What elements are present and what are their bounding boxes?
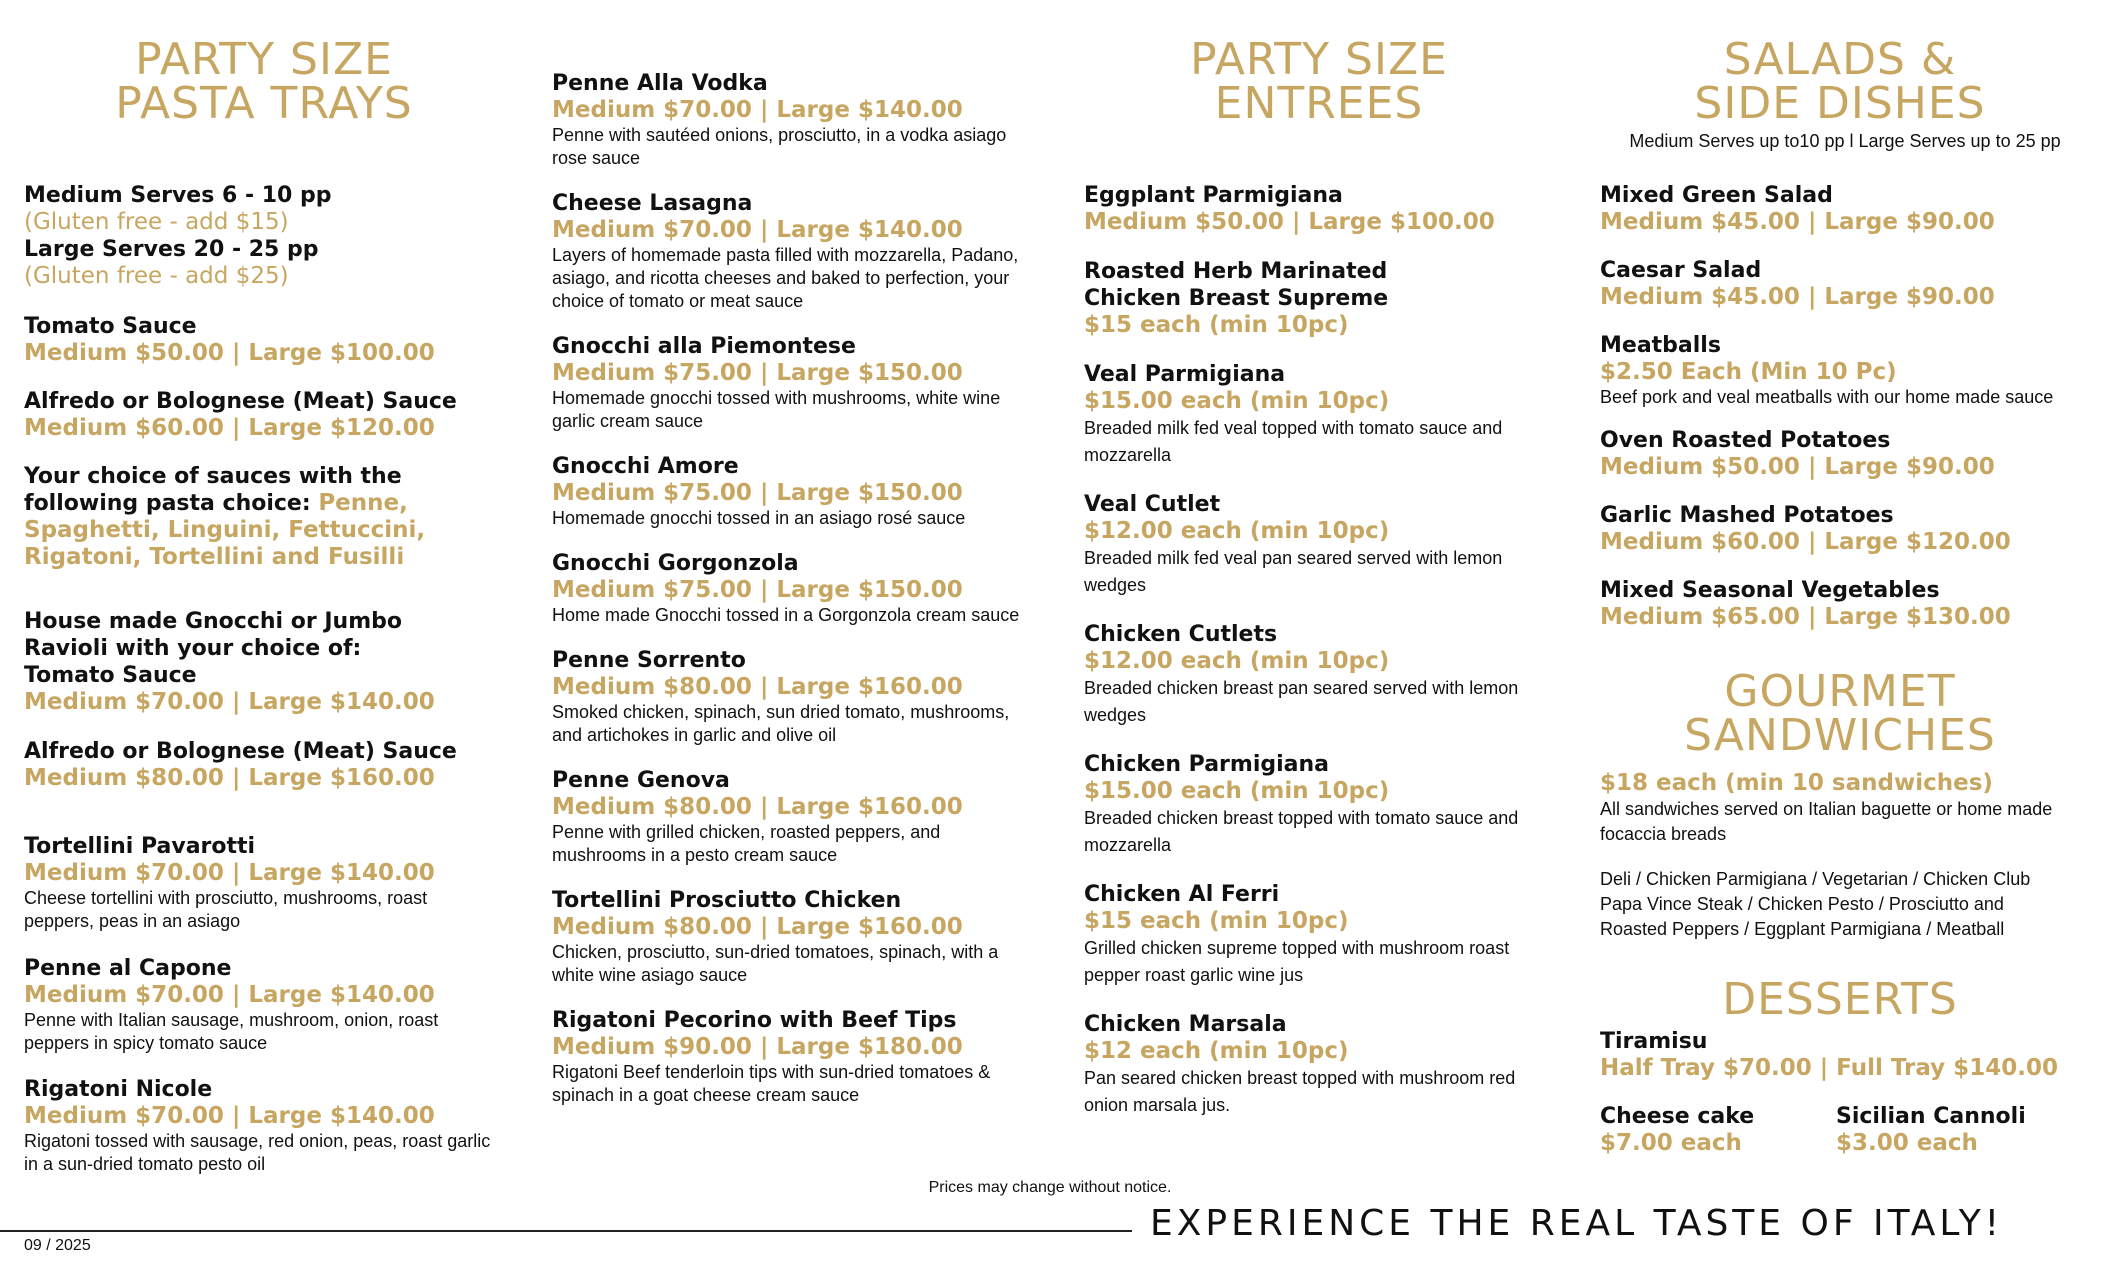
large-gluten-free: (Gluten free - add $25) — [24, 263, 289, 289]
item-price: Medium $65.00 | Large $130.00 — [1600, 604, 2011, 630]
pasta-item — [552, 190, 1022, 313]
cannoli-item — [1836, 1103, 2086, 1157]
item-name: Sicilian Cannoli — [1836, 1104, 2026, 1129]
item-name: Tiramisu — [1600, 1029, 1708, 1054]
item-name: Gnocchi alla Piemontese — [552, 334, 856, 359]
sandwiches-list: Deli / Chicken Parmigiana / Vegetarian / Chicken Club Papa Vince Steak / Chicken Pesto / Prosciutto and Roasted Peppers / Eggplant Parmigiana / Meatball — [1600, 869, 2031, 939]
alfredo-sauce-item-2 — [24, 738, 524, 792]
salads-list — [1600, 182, 2090, 631]
item-name: Meatballs — [1600, 333, 1721, 358]
item-name: House made Gnocchi or Jumbo Ravioli with your choice of: Tomato Sauce — [24, 609, 402, 688]
entree-item — [1084, 751, 1564, 859]
item-description: Breaded milk fed veal topped with tomato sauce and mozzarella — [1084, 418, 1503, 465]
item-name: Veal Cutlet — [1084, 492, 1221, 517]
pasta-item — [24, 833, 494, 933]
item-name: Garlic Mashed Potatoes — [1600, 503, 1894, 528]
item-name: Penne Sorrento — [552, 648, 746, 673]
pasta-item — [552, 887, 1022, 987]
item-price: Medium $60.00 | Large $120.00 — [1600, 529, 2011, 555]
item-name: Gnocchi Amore — [552, 454, 739, 479]
pasta-item — [552, 453, 1022, 530]
item-description: Pan seared chicken breast topped with mushroom red onion marsala jus. — [1084, 1068, 1516, 1115]
side-item — [1600, 182, 2090, 236]
item-name: Rigatoni Pecorino with Beef Tips — [552, 1008, 957, 1033]
pasta-choice — [24, 463, 494, 571]
item-price: $3.00 each — [1836, 1130, 1978, 1156]
item-description: Home made Gnocchi tossed in a Gorgonzola cream sauce — [552, 605, 1020, 625]
item-price: Medium $70.00 | Large $140.00 — [24, 689, 435, 715]
item-price: Half Tray $70.00 | Full Tray $140.00 — [1600, 1055, 2058, 1081]
entree-item — [1084, 361, 1564, 469]
item-price: Medium $70.00 | Large $140.00 — [24, 982, 435, 1008]
item-name: Penne al Capone — [24, 956, 232, 981]
entree-item — [1084, 621, 1564, 729]
side-item — [1600, 257, 2090, 311]
pasta-choice-lead: Your choice of sauces with the following pasta choice: — [24, 464, 402, 516]
item-price: Medium $50.00 | Large $100.00 — [24, 340, 435, 366]
item-description: Grilled chicken supreme topped with mushroom roast pepper roast garlic wine jus — [1084, 938, 1510, 985]
item-price: Medium $70.00 | Large $140.00 — [24, 860, 435, 886]
item-price: Medium $75.00 | Large $150.00 — [552, 360, 963, 386]
menu-date: 09 / 2025 — [24, 1237, 91, 1254]
item-name: Penne Alla Vodka — [552, 71, 768, 96]
item-description: Cheese tortellini with prosciutto, mushrooms, roast peppers, peas in an asiago — [24, 888, 428, 931]
item-name: Cheese cake — [1600, 1104, 1755, 1129]
item-price: Medium $60.00 | Large $120.00 — [24, 415, 435, 441]
footer-divider — [0, 1230, 1132, 1232]
pasta-item — [552, 767, 1022, 867]
item-price: Medium $50.00 | Large $100.00 — [1084, 209, 1495, 235]
pasta-item — [552, 550, 1022, 627]
item-name: Chicken Marsala — [1084, 1012, 1287, 1037]
item-name: Chicken Al Ferri — [1084, 882, 1280, 907]
item-description: Chicken, prosciutto, sun-dried tomatoes, spinach, with a white wine asiago sauce — [552, 942, 999, 985]
item-description: Rigatoni tossed with sausage, red onion, peas, roast garlic in a sun-dried tomato pesto oil — [24, 1131, 491, 1174]
item-name: Cheese Lasagna — [552, 191, 753, 216]
item-price: $2.50 Each (Min 10 Pc) — [1600, 359, 1897, 385]
side-item — [1600, 577, 2090, 631]
side-item — [1600, 502, 2090, 556]
item-description: Penne with sautéed onions, prosciutto, in a vodka asiago rose sauce — [552, 125, 1007, 168]
item-price: $12.00 each (min 10pc) — [1084, 518, 1390, 544]
item-name: Tortellini Prosciutto Chicken — [552, 888, 902, 913]
item-description: Homemade gnocchi tossed in an asiago rosé sauce — [552, 508, 966, 528]
pasta-specials-column — [552, 70, 1022, 1127]
item-name: Penne Genova — [552, 768, 730, 793]
entree-item — [1084, 1011, 1564, 1119]
item-name: Tomato Sauce — [24, 314, 197, 339]
medium-serves: Medium Serves 6 - 10 pp — [24, 183, 332, 208]
tagline: EXPERIENCE THE REAL TASTE OF ITALY! — [1150, 1203, 2004, 1244]
medium-gluten-free: (Gluten free - add $15) — [24, 209, 289, 235]
sandwiches-price: $18 each (min 10 sandwiches) — [1600, 770, 1993, 796]
item-price: Medium $70.00 | Large $140.00 — [24, 1103, 435, 1129]
item-description: Smoked chicken, spinach, sun dried tomato, mushrooms, and artichokes in garlic and olive oil — [552, 702, 1010, 745]
cheesecake-item — [1600, 1103, 1830, 1157]
item-price: Medium $80.00 | Large $160.00 — [24, 765, 435, 791]
item-name: Oven Roasted Potatoes — [1600, 428, 1891, 453]
salads-subtitle: Medium Serves up to10 pp l Large Serves up to 25 pp — [1629, 131, 2061, 151]
sandwiches-title: GOURMET SANDWICHES — [1684, 666, 1996, 761]
item-name: Roasted Herb Marinated Chicken Breast Supreme — [1084, 259, 1389, 311]
item-price: Medium $90.00 | Large $180.00 — [552, 1034, 963, 1060]
item-name: Mixed Seasonal Vegetables — [1600, 578, 1940, 603]
item-name: Veal Parmigiana — [1084, 362, 1286, 387]
item-price: Medium $50.00 | Large $90.00 — [1600, 454, 1995, 480]
tomato-sauce-item — [24, 313, 524, 367]
item-price: $15.00 each (min 10pc) — [1084, 778, 1390, 804]
item-price: $15.00 each (min 10pc) — [1084, 388, 1390, 414]
item-description: Breaded milk fed veal pan seared served with lemon wedges — [1084, 548, 1503, 595]
sandwiches-info — [1600, 770, 2070, 942]
item-description: Penne with grilled chicken, roasted peppers, and mushrooms in a pesto cream sauce — [552, 822, 941, 865]
entrees-list — [1084, 182, 1564, 1141]
item-price: $12 each (min 10pc) — [1084, 1038, 1349, 1064]
item-name: Rigatoni Nicole — [24, 1077, 213, 1102]
item-name: Eggplant Parmigiana — [1084, 183, 1343, 208]
item-price: Medium $70.00 | Large $140.00 — [552, 217, 963, 243]
item-description: Homemade gnocchi tossed with mushrooms, white wine garlic cream sauce — [552, 388, 1001, 431]
item-price: Medium $80.00 | Large $160.00 — [552, 674, 963, 700]
entree-item — [1084, 881, 1564, 989]
item-name: Chicken Parmigiana — [1084, 752, 1330, 777]
item-description: Breaded chicken breast topped with tomato sauce and mozzarella — [1084, 808, 1519, 855]
tiramisu-item — [1600, 1028, 2090, 1082]
item-price: $12.00 each (min 10pc) — [1084, 648, 1390, 674]
pasta-trays-title: PARTY SIZE PASTA TRAYS — [115, 34, 413, 129]
item-name: Alfredo or Bolognese (Meat) Sauce — [24, 739, 457, 764]
item-price: Medium $80.00 | Large $160.00 — [552, 914, 963, 940]
item-description: Penne with Italian sausage, mushroom, onion, roast peppers in spicy tomato sauce — [24, 1010, 439, 1053]
item-description: Beef pork and veal meatballs with our home made sauce — [1600, 387, 2054, 407]
pasta-item — [552, 1007, 1022, 1107]
item-price: $15 each (min 10pc) — [1084, 312, 1349, 338]
entree-item — [1084, 258, 1564, 339]
alfredo-sauce-item — [24, 388, 524, 442]
item-price: Medium $45.00 | Large $90.00 — [1600, 284, 1995, 310]
item-price: $7.00 each — [1600, 1130, 1742, 1156]
item-name: Gnocchi Gorgonzola — [552, 551, 799, 576]
gnocchi-ravioli-item — [24, 608, 524, 716]
item-price: Medium $75.00 | Large $150.00 — [552, 577, 963, 603]
item-description: Layers of homemade pasta filled with mozzarella, Padano, asiago, and ricotta cheeses and baked to perfection, your choice of tomato or meat sauce — [552, 245, 1019, 311]
pasta-choice-list: Penne, Spaghetti, Linguini, Fettuccini, Rigatoni, Tortellini and Fusilli — [24, 490, 426, 570]
item-name: Caesar Salad — [1600, 258, 1762, 283]
item-price: Medium $45.00 | Large $90.00 — [1600, 209, 1995, 235]
entrees-title: PARTY SIZE ENTREES — [1190, 34, 1448, 129]
item-description: Rigatoni Beef tenderloin tips with sun-dried tomatoes & spinach in a goat cheese cream sauce — [552, 1062, 991, 1105]
price-notice: Prices may change without notice. — [928, 1179, 1172, 1196]
item-name: Alfredo or Bolognese (Meat) Sauce — [24, 389, 457, 414]
sandwiches-description: All sandwiches served on Italian baguette or home made focaccia breads — [1600, 799, 2053, 844]
pasta-item — [552, 333, 1022, 433]
pasta-item — [24, 1076, 494, 1176]
large-serves: Large Serves 20 - 25 pp — [24, 237, 319, 262]
item-price: Medium $80.00 | Large $160.00 — [552, 794, 963, 820]
entree-item — [1084, 182, 1564, 236]
item-name: Tortellini Pavarotti — [24, 834, 256, 859]
desserts-title: DESSERTS — [1722, 974, 1958, 1025]
pasta-item — [24, 955, 494, 1055]
pasta-item — [552, 70, 1022, 170]
item-name: Chicken Cutlets — [1084, 622, 1278, 647]
serving-info — [24, 182, 524, 290]
item-price: Medium $70.00 | Large $140.00 — [552, 97, 963, 123]
entree-item — [1084, 491, 1564, 599]
item-description: Breaded chicken breast pan seared served with lemon wedges — [1084, 678, 1519, 725]
pasta-item — [552, 647, 1022, 747]
item-price: Medium $75.00 | Large $150.00 — [552, 480, 963, 506]
item-name: Mixed Green Salad — [1600, 183, 1833, 208]
salads-title: SALADS & SIDE DISHES — [1694, 34, 1986, 129]
side-item — [1600, 332, 2090, 409]
item-price: $15 each (min 10pc) — [1084, 908, 1349, 934]
side-item — [1600, 427, 2090, 481]
